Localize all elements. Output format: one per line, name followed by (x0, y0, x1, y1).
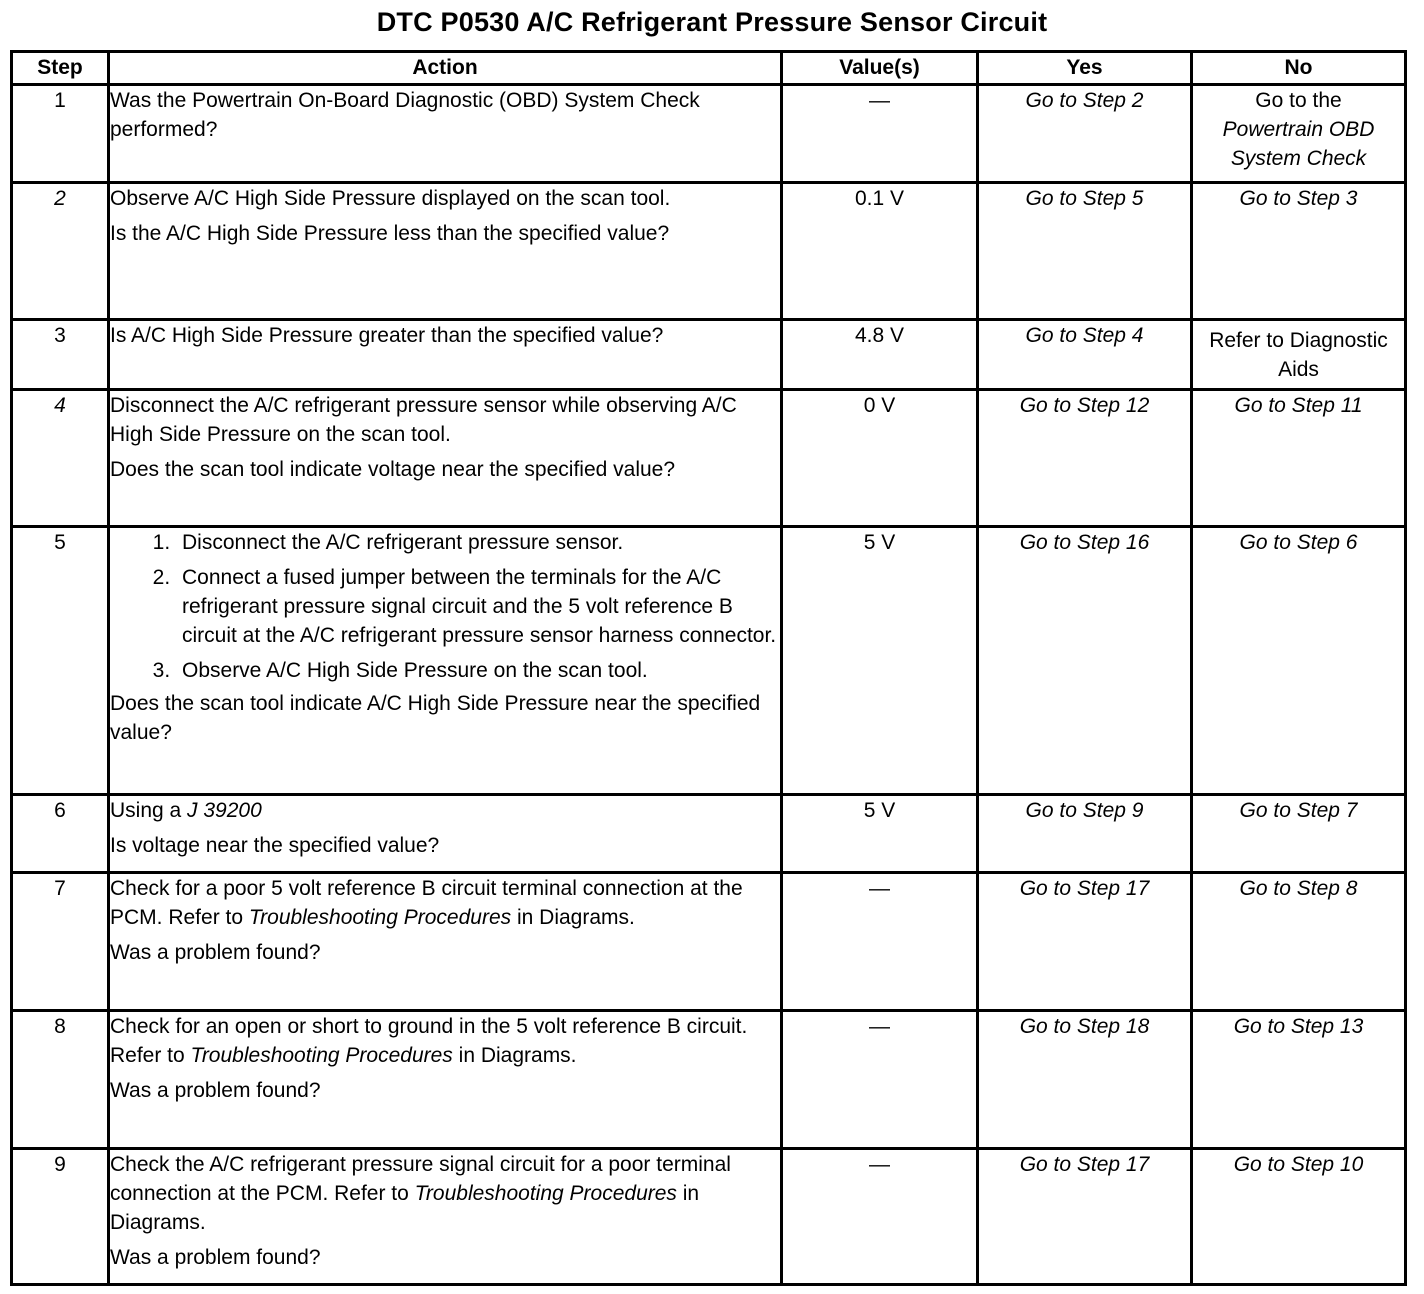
header-values: Value(s) (782, 52, 978, 85)
action-cell (109, 390, 782, 527)
yes-cell: Go to Step 17 (978, 873, 1192, 1011)
page-title: DTC P0530 A/C Refrigerant Pressure Sensor Circuit (376, 7, 1048, 37)
action-cell (109, 85, 782, 183)
yes-cell: Go to Step 17 (978, 1149, 1192, 1285)
value-cell: 5 V (782, 527, 978, 795)
procedure-reference: Troubleshooting Procedures (190, 1044, 453, 1067)
table-row (12, 795, 1406, 873)
table-row (12, 527, 1406, 795)
action-question: Is the A/C High Side Pressure less than the specified value? (110, 222, 670, 245)
step-number: 4 (12, 390, 109, 527)
action-cell (109, 1011, 782, 1149)
yes-cell: Go to Step 5 (978, 183, 1192, 320)
action-text-prefix: Check for a poor 5 volt reference B circuit terminal connection at the PCM. Refer to (110, 877, 743, 929)
action-text (110, 796, 780, 825)
step-number: 8 (12, 1011, 109, 1149)
action-question: Does the scan tool indicate voltage near the specified value? (110, 458, 676, 481)
table-row (12, 1149, 1406, 1285)
action-cell (109, 320, 782, 390)
no-cell: Refer to Diagnostic Aids (1192, 320, 1406, 390)
step-number: 5 (12, 527, 109, 795)
action-question: Was a problem found? (110, 941, 321, 964)
action-question: Was a problem found? (110, 1246, 321, 1269)
header-action: Action (109, 52, 782, 85)
procedure-reference: Troubleshooting Procedures (414, 1182, 677, 1205)
step-number: 2 (12, 183, 109, 320)
no-cell: Go to Step 7 (1192, 795, 1406, 873)
table-row (12, 320, 1406, 390)
yes-cell: Go to Step 16 (978, 527, 1192, 795)
action-cell (109, 795, 782, 873)
value-cell: 4.8 V (782, 320, 978, 390)
no-cell: Go to Step 6 (1192, 527, 1406, 795)
action-text (110, 1012, 780, 1070)
action-text: Was the Powertrain On-Board Diagnostic (OBD) System Check performed? (110, 89, 700, 141)
list-item: 1. Disconnect the A/C refrigerant pressure sensor. (176, 528, 780, 557)
action-text (110, 874, 780, 932)
action-question: Is A/C High Side Pressure greater than the specified value? (110, 324, 664, 347)
table-row (12, 85, 1406, 183)
action-text-suffix: in Diagrams. (452, 1044, 577, 1067)
action-question: Does the scan tool indicate A/C High Side Pressure near the specified value? (110, 692, 761, 744)
yes-cell: Go to Step 18 (978, 1011, 1192, 1149)
value-cell: — (782, 1149, 978, 1285)
step-number: 3 (12, 320, 109, 390)
action-text-prefix: Using a (110, 799, 188, 822)
value-cell: — (782, 85, 978, 183)
no-cell: Go to Step 8 (1192, 873, 1406, 1011)
action-text (110, 1150, 780, 1237)
value-cell: — (782, 1011, 978, 1149)
table-row (12, 1011, 1406, 1149)
no-cell (1192, 85, 1406, 183)
list-item: 2. Connect a fused jumper between the terminals for the A/C refrigerant pressure signal circuit and the 5 volt reference B circuit at the A/C refrigerant pressure sensor harness connector. (176, 563, 780, 650)
header-step: Step (12, 52, 109, 85)
no-cell: Go to Step 13 (1192, 1011, 1406, 1149)
action-question: Was a problem found? (110, 1079, 321, 1102)
no-reference: Powertrain OBD System Check (1222, 118, 1375, 170)
table-row (12, 183, 1406, 320)
action-cell (109, 873, 782, 1011)
value-cell: 0 V (782, 390, 978, 527)
list-item: 3. Observe A/C High Side Pressure on the scan tool. (176, 656, 780, 685)
header-yes: Yes (978, 52, 1192, 85)
yes-cell: Go to Step 2 (978, 85, 1192, 183)
action-cell (109, 1149, 782, 1285)
yes-cell: Go to Step 9 (978, 795, 1192, 873)
table-row (12, 873, 1406, 1011)
step-number: 1 (12, 85, 109, 183)
action-text: Disconnect the A/C refrigerant pressure sensor while observing A/C High Side Pressure on the scan tool. (110, 394, 737, 446)
no-text: Go to the (1255, 89, 1342, 112)
value-cell: — (782, 873, 978, 1011)
action-list (110, 528, 780, 685)
step-number: 9 (12, 1149, 109, 1285)
action-text-suffix: in Diagrams. (511, 906, 635, 929)
procedure-reference: Troubleshooting Procedures (248, 906, 512, 929)
step-number: 7 (12, 873, 109, 1011)
step-number: 6 (12, 795, 109, 873)
no-cell: Go to Step 11 (1192, 390, 1406, 527)
yes-cell: Go to Step 4 (978, 320, 1192, 390)
action-cell (109, 183, 782, 320)
action-text-prefix: Check for an open or short to ground in the 5 volt reference B circuit. Refer to (110, 1015, 748, 1067)
no-cell: Go to Step 3 (1192, 183, 1406, 320)
action-text: Observe A/C High Side Pressure displayed on the scan tool. (110, 187, 671, 210)
value-cell: 5 V (782, 795, 978, 873)
action-question: Is voltage near the specified value? (110, 834, 440, 857)
header-row (12, 52, 1406, 85)
action-cell (109, 527, 782, 795)
yes-cell: Go to Step 12 (978, 390, 1192, 527)
action-text-prefix: Check the A/C refrigerant pressure signal circuit for a poor terminal connection at the PCM. Refer to (110, 1153, 731, 1205)
value-cell: 0.1 V (782, 183, 978, 320)
header-no: No (1192, 52, 1406, 85)
table-row (12, 390, 1406, 527)
tool-reference: J 39200 (187, 799, 262, 822)
action-text-suffix: in Diagrams. (110, 1182, 700, 1234)
diagnostic-table (10, 50, 1407, 1286)
no-cell: Go to Step 10 (1192, 1149, 1406, 1285)
